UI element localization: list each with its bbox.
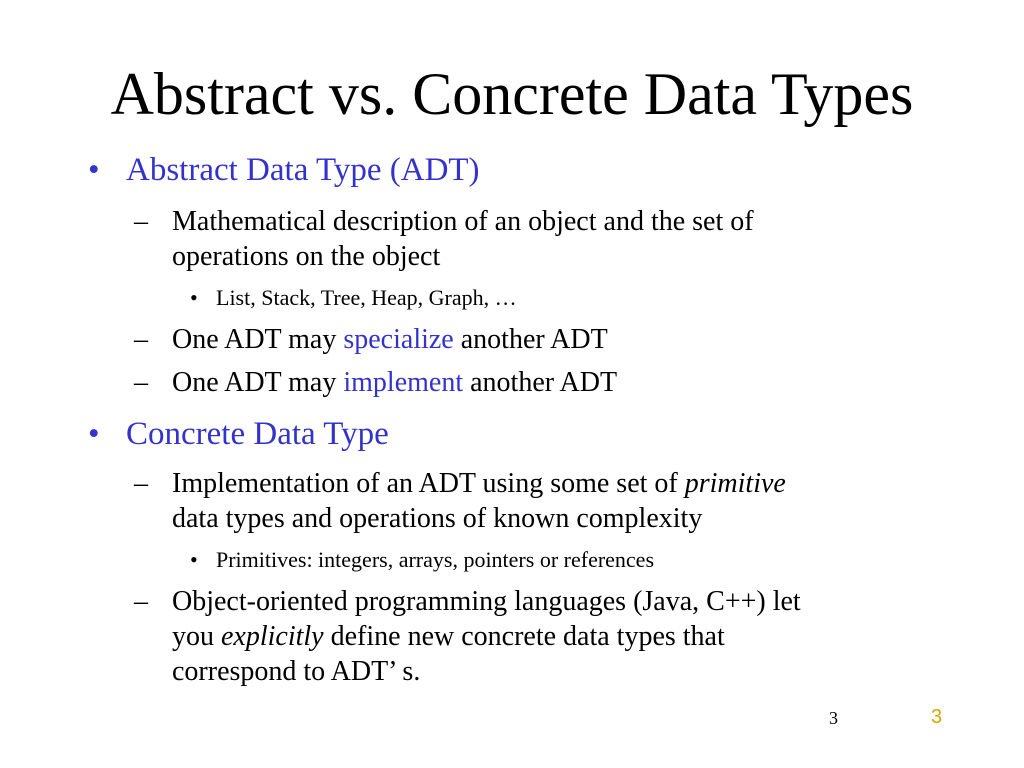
sub-item-implementation [88,466,968,536]
item-text: List, Stack, Tree, Heap, Graph, … [216,285,517,310]
sub-sub-item-primitives [88,546,968,574]
item-text-line1: Object-oriented programming languages (Java, C++) let [172,586,801,617]
dash-marker: – [134,586,148,617]
bullet-marker: • [88,152,100,188]
dash-marker: – [134,206,148,237]
item-text-line2: operations on the object [172,241,441,272]
sub-item-specialize [88,322,968,357]
sub-item-mathematical-description [88,204,968,274]
item-text-before: you [172,621,221,652]
highlight-implement: implement [343,367,464,398]
item-text: Primitives: integers, arrays, pointers or references [216,547,655,572]
item-text-before: One ADT may [172,367,344,398]
bullet-marker: • [88,416,100,452]
sub-sub-item-examples [88,284,968,312]
dash-marker: – [134,367,148,398]
item-text-after: data types and operations of known complexity [172,503,703,534]
heading-text: Concrete Data Type [126,416,389,452]
sub-item-implement [88,365,968,400]
dash-marker: – [134,324,148,355]
slide-title: Abstract vs. Concrete Data Types [110,61,914,127]
item-text-after: another ADT [463,367,618,398]
emphasis-explicitly: explicitly [221,621,324,652]
item-text-line3: correspond to ADT’ s. [172,656,421,687]
dash-marker: – [134,468,148,499]
highlight-specialize: specialize [343,324,454,355]
emphasis-primitive: primitive [684,468,786,499]
item-text-after: define new concrete data types that [323,621,725,652]
item-text-line1: Mathematical description of an object and the set of [172,206,754,237]
sub-item-object-oriented [88,584,968,689]
dot-marker: • [190,285,198,310]
item-text-before: Implementation of an ADT using some set of [172,468,685,499]
dot-marker: • [190,547,198,572]
bullet-abstract-data-type [88,150,968,190]
slide-number: 3 [829,708,838,728]
item-text-before: One ADT may [172,324,344,355]
heading-text: Abstract Data Type (ADT) [126,152,480,188]
bullet-concrete-data-type [88,414,968,454]
slide-content [88,150,968,689]
slide-number-accent: 3 [931,706,943,728]
item-text-after: another ADT [453,324,608,355]
